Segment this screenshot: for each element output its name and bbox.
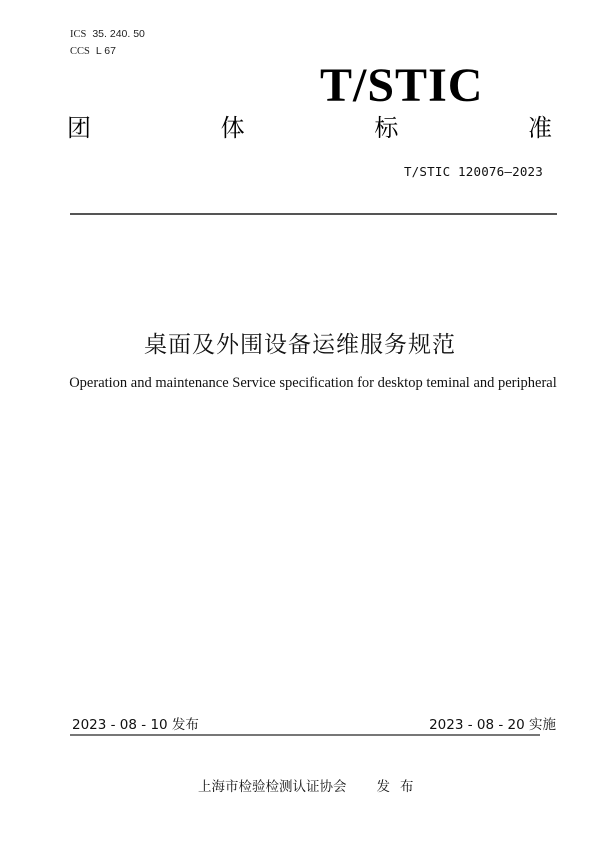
publish-date: 2023 - 08 - 10 发布	[72, 717, 199, 733]
implement-date: 2023 - 08 - 20 实施	[429, 717, 556, 733]
document-title-english: Operation and maintenance Service specification for desktop teminal and peripheral	[69, 375, 557, 391]
classification-codes	[70, 26, 145, 60]
footer-divider	[70, 734, 540, 736]
standard-type-char: 准	[527, 114, 552, 142]
issuer-line	[198, 775, 424, 795]
ics-label: ICS	[70, 29, 87, 40]
ccs-label: CCS	[70, 46, 90, 57]
ics-row	[70, 26, 145, 43]
ics-code: 35. 240. 50	[92, 28, 145, 40]
standard-type-heading	[67, 112, 552, 144]
ccs-code: L 67	[95, 45, 116, 57]
standard-number: T/STIC 120076—2023	[403, 164, 543, 179]
standard-logo: T/STIC	[320, 59, 484, 112]
ccs-row	[70, 43, 145, 60]
issuer-organization: 上海市检验检测认证协会	[198, 779, 347, 795]
standard-type-char: 团	[67, 114, 91, 142]
document-title-chinese: 桌面及外围设备运维服务规范	[144, 332, 456, 358]
standard-type-char: 标	[374, 114, 399, 142]
issuer-action: 发布	[376, 779, 424, 795]
standard-type-char: 体	[220, 114, 245, 142]
header-divider	[70, 213, 557, 215]
